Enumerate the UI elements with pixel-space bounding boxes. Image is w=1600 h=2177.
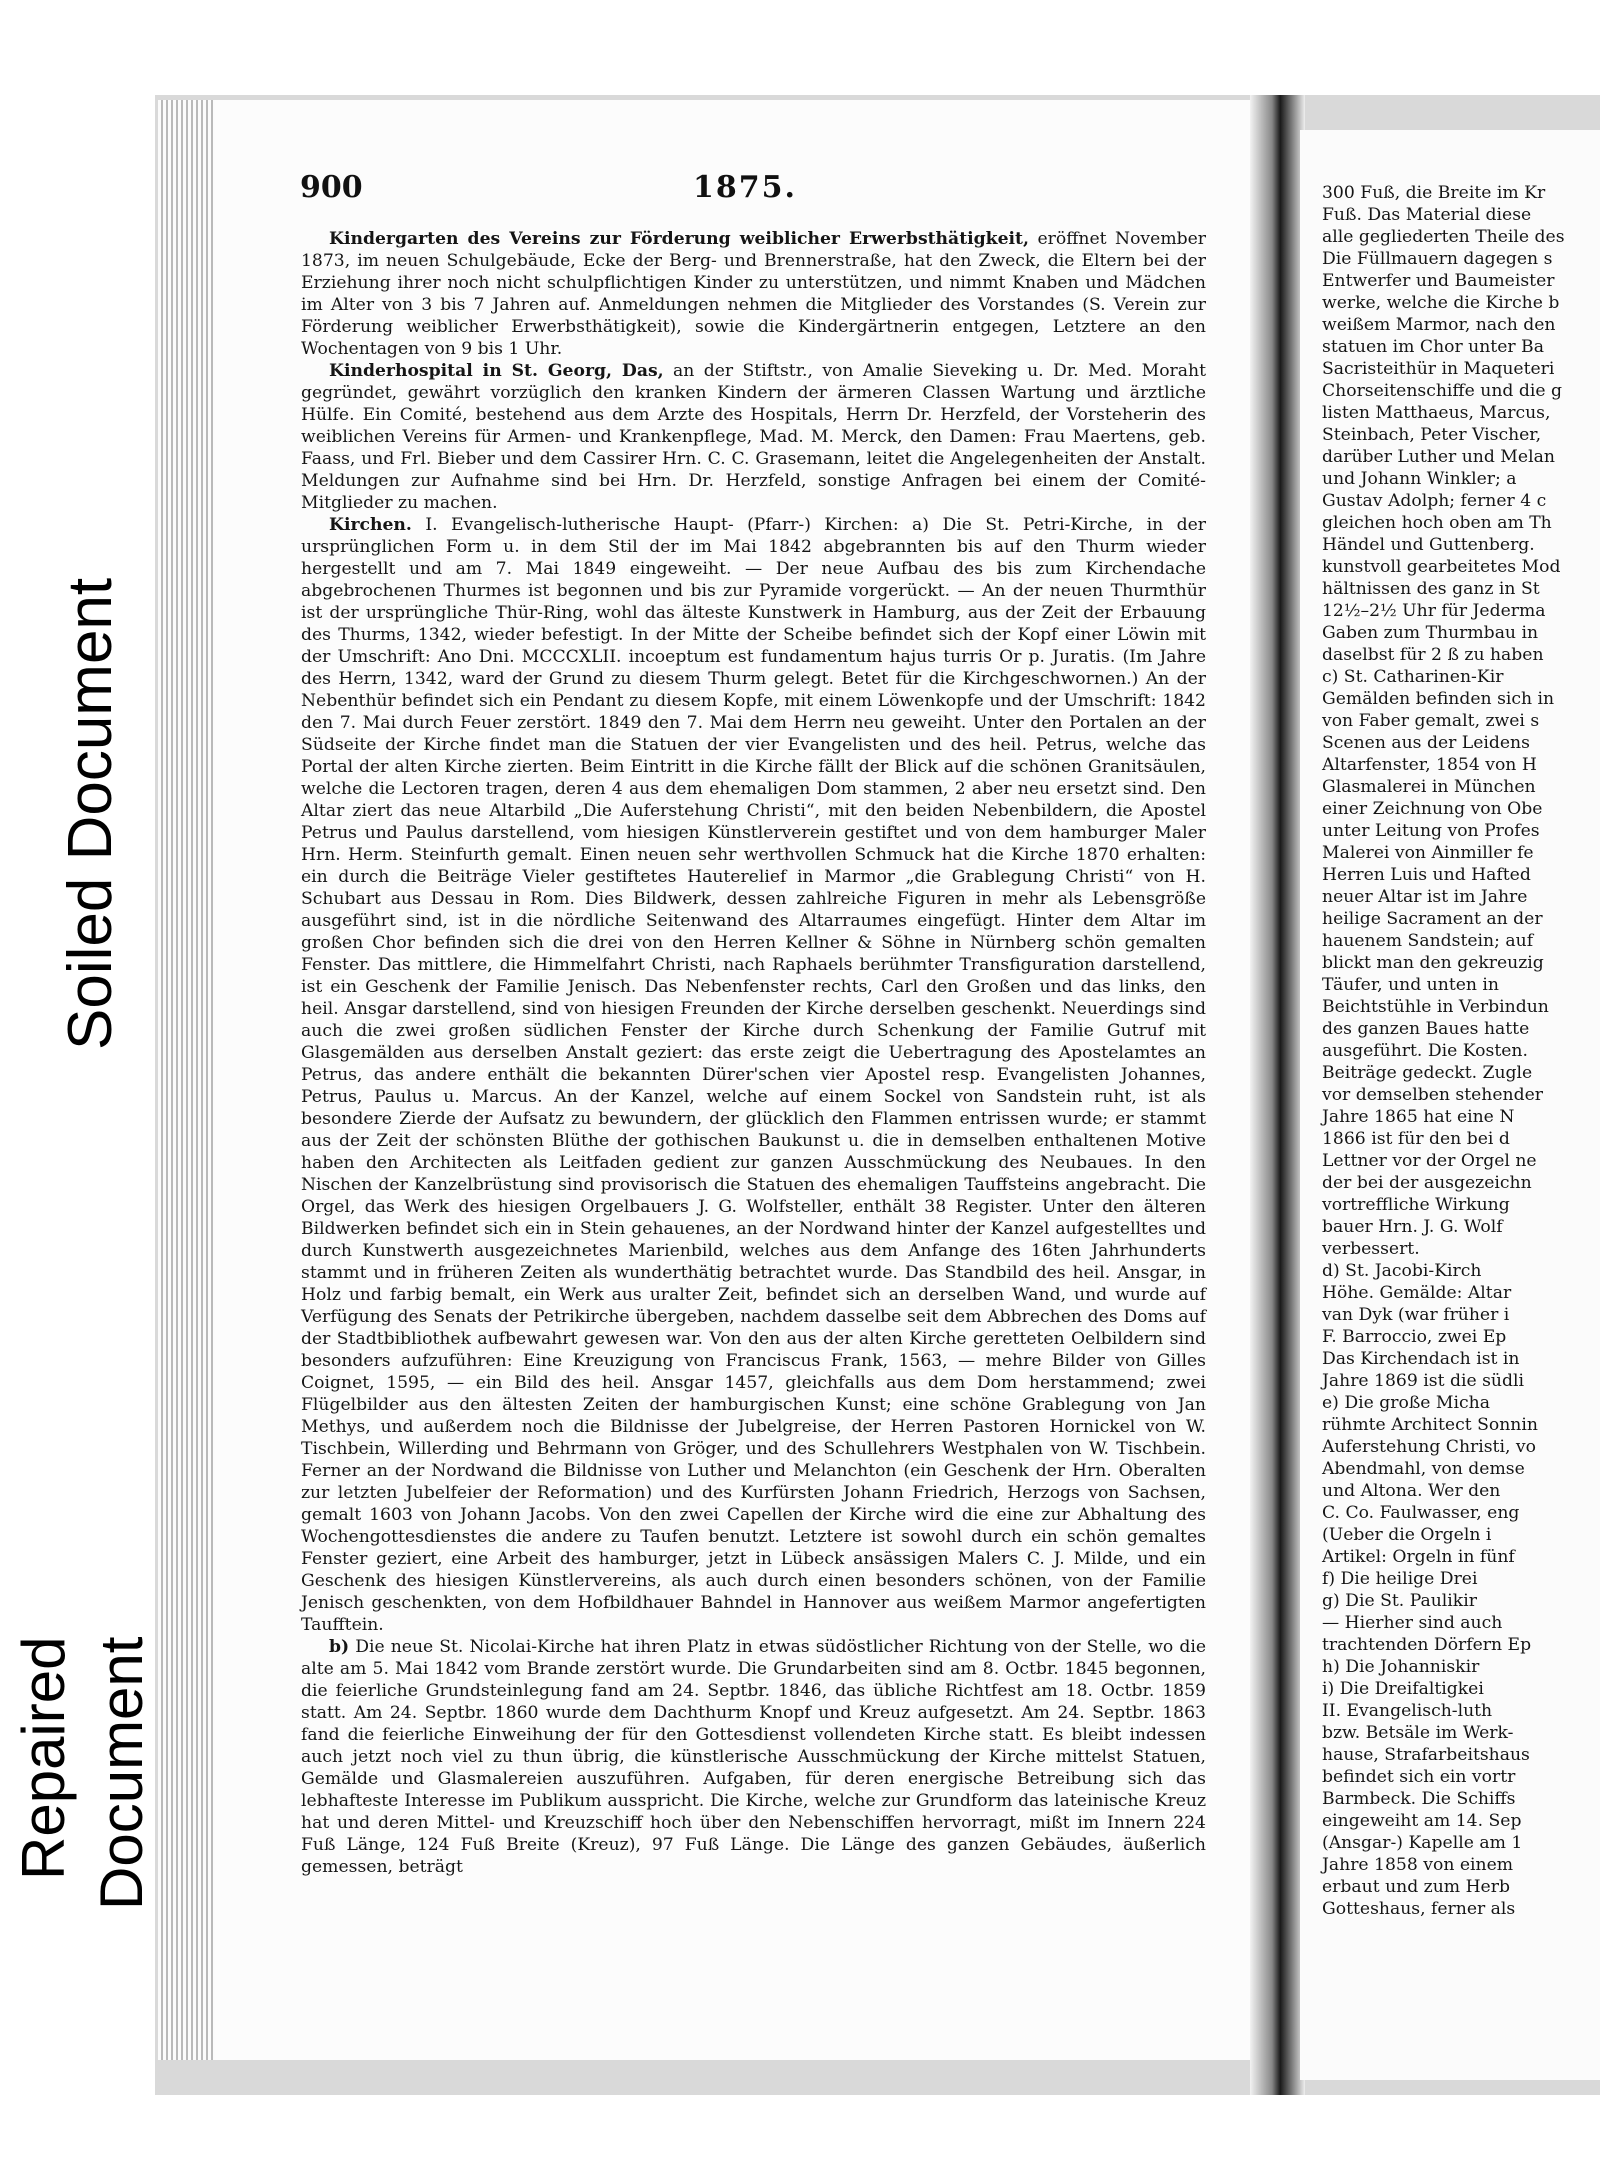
soiled-document-label: Soiled Document: [56, 577, 125, 1050]
page-stack-edge: [158, 100, 218, 2060]
right-page-line: darüber Luther und Melan: [1322, 447, 1555, 467]
right-page-line: 1866 ist für den bei d: [1322, 1129, 1510, 1149]
right-page-line: statuen im Chor unter Ba: [1322, 337, 1544, 357]
entry-text: Die neue St. Nicolai-Kirche hat ihren Platz in etwas südöstlicher Richtung von der Stelle, wo die alte am 5. Mai 1842 vom Brande zerstört wurde. Die Grundarbeiten sind am 8. Octbr. 1845 begonnen, die feierliche Grundsteinlegung fand am 24. Septbr. 1846, das übliche Richtfest am 18. Octbr. 1859 statt. Am 24. Septbr. 1860 wurde dem Dachthurm Knopf und Kreuz aufgesetzt. Am 24. Septbr. 1863 fand die feierliche Einweihung der für den Gottesdienst vollendeten Kirche statt. Es bleibt indessen auch jetzt noch viel zu thun übrig, die künstlerische Ausschmückung der Kirche mittelst Statuen, Gemälde und Glasmalereien auszuführen. Aufgaben, für deren energische Betreibung sich das lebhafteste Interesse im Publikum ausspricht. Die Kirche, welche zur Grundform das lateinische Kreuz hat und deren Mittel- und Kreuzschiff hoch über den Nebenschiffen hervorragt, mißt im Innern 224 Fuß Länge, 124 Fuß Breite (Kreuz), 97 Fuß Länge. Die Länge des ganzen Gebäudes, äußerlich gemessen, beträgt: [301, 1637, 1206, 1877]
left-page: [215, 100, 1260, 2060]
right-page-line: Jahre 1869 ist die südli: [1322, 1371, 1524, 1391]
entry-text: I. Evangelisch-lutherische Haupt- (Pfarr-) Kirchen: a) Die St. Petri-Kirche, in der ursprünglichen Form u. in dem Stil der im Mai 1842 abgebrannten bis auf den Thurm wieder hergestellt und am 7. Mai 1849 eingeweiht. — Der neue Aufbau des bis zum Kirchendache abgebrochenen Thurmes ist begonnen und bis zur Pyramide vorgerückt. — An der neuen Thurmthür ist der ursprüngliche Thür-Ring, wohl das älteste Kunstwerk in Hamburg, aus der Zeit der Erbauung des Thurms, 1342, wieder befestigt. In der Mitte der Scheibe befindet sich der Kopf einer Löwin mit der Umschrift: Ano Dni. MCCCXLII. incoeptum est fundamentum hajus turris Or p. Juratis. (Im Jahre des Herrn, 1342, ward der Grund zu diesem Thurm gelegt. Betet für die Kirchgeschwornen.) An der Nebenthür befindet sich ein Pendant zu diesem Kopfe, mit einem Löwenkopfe und der Umschrift: 1842 den 7. Mai durch Feuer zerstört. 1849 den 7. Mai dem Herrn neu geweiht. Unter den Portalen an der Südseite der Kirche findet man die Statuen der vier Evangelisten und des heil. Petrus, welche das Portal der alten Kirche zierten. Beim Eintritt in die Kirche fällt der Blick auf die schönen Granitsäulen, welche die Lectoren tragen, deren 4 aus dem ehemaligen Dom stammen, 2 aber neu ersetzt sind. Den Altar ziert das neue Altarbild „Die Auferstehung Christi“, mit den beiden Nebenbildern, die Apostel Petrus und Paulus darstellend, vom hiesigen Künstlerverein gestiftet und von dem hamburger Maler Hrn. Herm. Steinfurth gemalt. Einen neuen sehr werthvollen Schmuck hat die Kirche 1870 erhalten: ein durch die Beiträge Vieler gestiftetes Hauterelief in Marmor „die Grablegung Christi“ von H. Schubart aus Dessau in Rom. Dies Bildwerk, dessen zahlreiche Figuren in mehr als Lebensgröße ausgeführt sind, ist in die nördliche Seitenwand des Altarraumes eingefügt. Hinter dem Altar im großen Chor befinden sich die drei von den Herren Kellner & Söhne in Nürnberg schön gemalten Fenster. Das mittlere, die Himmelfahrt Christi, nach Raphaels berühmter Transfiguration darstellend, ist ein Geschenk der Familie Jenisch. Das Nebenfenster rechts, Carl den Großen und das links, den heil. Ansgar darstellend, sind von hiesigen Freunden der Kirche derselben geschenkt. Neuerdings sind auch die zwei großen südlichen Fenster der Kirche durch Schenkung der Familie Gutruf mit Glasgemälden aus derselben Anstalt geziert: das erste zeigt die Uebertragung des Apostelamtes an Petrus, das andere enthält die bekannten Dürer'schen vier Apostel resp. Evangelisten Johannes, Petrus, Paulus u. Marcus. An der Kanzel, welche auf einem Sockel von Sandstein ruht, ist als besondere Zierde der Aufsatz zu bewundern, der glücklich den Flammen entrissen wurde; er stammt aus der Zeit der schönsten Blüthe der gothischen Baukunst u. die in demselben enthaltenen Motive haben den Architecten als Leitfaden gedient zur ganzen Ausschmückung des Neubaues. In den Nischen der Kanzelbrüstung sind provisorisch die Statuen des ehemaligen Tauffsteins angebracht. Die Orgel, das Werk des hiesigen Orgelbauers J. G. Wolfsteller, enthält 38 Register. Unter den älteren Bildwerken befindet sich ein in Stein gehauenes, an der Nordwand hinter der Kanzel aufgestelltes und durch Kunstwerth ausgezeichnetes Marienbild, welches aus dem Anfange des 16ten Jahrhunderts stammt und in früheren Zeiten als wunderthätig betrachtet wurde. Das Standbild des heil. Ansgar, in Holz und farbig bemalt, ein Werk aus uralter Zeit, befindet sich an derselben Wand, und wurde auf Verfügung des Senats der Petrikirche übergeben, nachdem dasselbe seit dem Abbrechen des Doms auf der Stadtbibliothek aufbewahrt gewesen war. Von den aus der alten Kirche geretteten Oelbildern sind besonders aufzuführen: Eine Kreuzigung von Franciscus Frank, 1563, — mehre Bilder von Gilles Coignet, 1595, — ein Bild des heil. Ansgar 1457, gleichfalls aus dem Dom herstammend; zwei Flügelbilder aus den ältesten Zeiten der hamburgischen Kunst; eine schöne Grablegung von Jan Methys, und außerdem noch die Bildnisse der Jubelgreise, der Herren Pastoren Hornickel von W. Tischbein, Willerding und Behrmann von Gröger, und des Schullehrers Westphalen von W. Tischbein. Ferner an der Nordwand die Bildnisse von Luther und Melanchton (ein Geschenk der Hrn. Oberalten zur letzten Jubelfeier der Reformation) und des Kurfürsten Johann Friedrich, Herzogs von Sachsen, gemalt 1603 von Johann Jacobs. Von den zwei Capellen der Kirche wird die eine zur Abhaltung des Wochengottesdienstes die andere zu Taufen benutzt. Letztere ist sowohl durch ein schön gemaltes Fenster geziert, eine Arbeit des hamburger, jetzt in Lübeck ansässigen Malers C. J. Milde, und ein Geschenk des hiesigen Künstlervereins, als auch durch einen besonders schönen, von der Familie Jenisch geschenkten, von dem Hofbildhauer Bahndel in Hannover aus weißem Marmor angefertigten Taufftein.: [301, 515, 1206, 1635]
right-page-line: Malerei von Ainmiller fe: [1322, 843, 1534, 863]
right-page-line: Gustav Adolph; ferner 4 c: [1322, 491, 1547, 511]
right-page-line: (Ueber die Orgeln i: [1322, 1525, 1492, 1545]
book-gutter: [1250, 95, 1305, 2095]
right-page-line: Das Kirchendach ist in: [1322, 1349, 1520, 1369]
repaired-label-line-1: Repaired: [10, 1636, 77, 1880]
right-page-line: blickt man den gekreuzig: [1322, 953, 1544, 973]
right-page-line: F. Barroccio, zwei Ep: [1322, 1327, 1507, 1347]
repaired-label-line-2: Document: [88, 1636, 155, 1910]
right-page-line: ausgeführt. Die Kosten.: [1322, 1041, 1528, 1061]
entry-nicolai-kirche: [301, 1636, 1206, 1878]
right-page-line: (Ansgar-) Kapelle am 1: [1322, 1833, 1523, 1853]
right-page-line: rühmte Architect Sonnin: [1322, 1415, 1538, 1435]
right-page-line: Scenen aus der Leidens: [1322, 733, 1530, 753]
right-page-line: Sacristeithür in Maqueteri: [1322, 359, 1555, 379]
right-page-line: Beichtstühle in Verbindun: [1322, 997, 1549, 1017]
entry-text: eröffnet November 1873, im neuen Schulgebäude, Ecke der Berg- und Brennerstraße, hat den Zweck, die Eltern bei der Erziehung ihrer noch nicht schulpflichtigen Kinder zu unterstützen, und nimmt Knaben und Mädchen im Alter von 3 bis 7 Jahren auf. Anmeldungen nehmen die Mitglieder des Vorstandes (S. Verein zur Förderung weiblicher Erwerbsthätigkeit), sowie die Kindergärtnerin entgegen, Letztere an den Wochentagen von 9 bis 1 Uhr.: [301, 229, 1207, 359]
right-page-line: Jahre 1865 hat eine N: [1322, 1107, 1515, 1127]
right-page-line: bzw. Betsäle im Werk-: [1322, 1723, 1514, 1743]
right-page-line: Gotteshaus, ferner als: [1322, 1899, 1516, 1919]
right-page-line: vor demselben stehender: [1322, 1085, 1544, 1105]
right-page-line: — Hierher sind auch: [1322, 1613, 1503, 1633]
entry-heading: b): [329, 1637, 350, 1657]
right-page-line: werke, welche die Kirche b: [1322, 293, 1560, 313]
right-page-line: c) St. Catharinen-Kir: [1322, 667, 1504, 687]
right-page-line: alle gegliederten Theile des: [1322, 227, 1565, 247]
page-year: 1875.: [693, 170, 797, 205]
right-page-line: Abendmahl, von demse: [1322, 1459, 1525, 1479]
right-page-line: e) Die große Micha: [1322, 1393, 1490, 1413]
right-page-line: von Faber gemalt, zwei s: [1322, 711, 1540, 731]
right-page-line: Höhe. Gemälde: Altar: [1322, 1283, 1512, 1303]
entry-kindergarten: [301, 228, 1206, 360]
right-page-line: Gaben zum Thurmbau in: [1322, 623, 1539, 643]
right-page-line: verbessert.: [1322, 1239, 1420, 1259]
right-page-line: Steinbach, Peter Vischer,: [1322, 425, 1542, 445]
right-page-line: Artikel: Orgeln in fünf: [1322, 1547, 1515, 1567]
page-header: [300, 170, 1190, 220]
right-page-line: Entwerfer und Baumeister: [1322, 271, 1555, 291]
right-page-line: i) Die Dreifaltigkei: [1322, 1679, 1484, 1699]
right-page-line: vortreffliche Wirkung: [1322, 1195, 1510, 1215]
right-page-line: Glasmalerei in München: [1322, 777, 1536, 797]
right-page-line: weißem Marmor, nach den: [1322, 315, 1556, 335]
right-page-line: trachtenden Dörfern Ep: [1322, 1635, 1532, 1655]
right-page-line: II. Evangelisch-luth: [1322, 1701, 1493, 1721]
right-page-line: van Dyk (war früher i: [1322, 1305, 1510, 1325]
right-page-line: Jahre 1858 von einem: [1322, 1855, 1514, 1875]
right-page-line: Lettner vor der Orgel ne: [1322, 1151, 1537, 1171]
right-page-line: einer Zeichnung von Obe: [1322, 799, 1543, 819]
right-page-line: Altarfenster, 1854 von H: [1322, 755, 1537, 775]
right-page-line: und Altona. Wer den: [1322, 1481, 1501, 1501]
right-page-line: Chorseitenschiffe und die g: [1322, 381, 1563, 401]
right-page-line: bauer Hrn. J. G. Wolf: [1322, 1217, 1503, 1237]
right-page-line: f) Die heilige Drei: [1322, 1569, 1478, 1589]
right-page-line: hältnissen des ganz in St: [1322, 579, 1540, 599]
right-page-line: listen Matthaeus, Marcus,: [1322, 403, 1551, 423]
right-page-line: d) St. Jacobi-Kirch: [1322, 1261, 1482, 1281]
entry-heading: Kirchen.: [329, 515, 412, 535]
page-body: [301, 228, 1206, 1878]
right-page-line: Auferstehung Christi, vo: [1322, 1437, 1536, 1457]
right-page-line: h) Die Johanniskir: [1322, 1657, 1480, 1677]
right-page-line: Fuß. Das Material diese: [1322, 205, 1532, 225]
right-page-line: neuer Altar ist im Jahre: [1322, 887, 1528, 907]
right-page-line: Gemälden befinden sich in: [1322, 689, 1555, 709]
right-page-line: Beiträge gedeckt. Zugle: [1322, 1063, 1533, 1083]
entry-heading: Kinderhospital in St. Georg, Das,: [329, 361, 664, 381]
right-page-line: Barmbeck. Die Schiffs: [1322, 1789, 1516, 1809]
right-page-line: des ganzen Baues hatte: [1322, 1019, 1530, 1039]
page-number: 900: [300, 170, 363, 205]
entry-kirchen: [301, 514, 1206, 1636]
entry-text: an der Stiftstr., von Amalie Sieveking u. Dr. Med. Moraht gegründet, gewährt vorzüglich den kranken Kindern der ärmeren Classen Wartung und ärztliche Hülfe. Ein Comité, bestehend aus dem Arzte des Hospitals, Herrn Dr. Herzfeld, der Vorsteherin des weiblichen Vereins für Armen- und Krankenpflege, Mad. M. Merck, den Damen: Frau Maertens, geb. Faass, und Frl. Bieber und dem Cassirer Hrn. C. C. Grasemann, leitet die Angelegenheiten der Anstalt. Meldungen zur Aufnahme sind bei Hrn. Dr. Herzfeld, sonstige Anfragen bei einem der Comité-Mitglieder zu machen.: [301, 361, 1206, 513]
right-page-line: Herren Luis und Hafted: [1322, 865, 1531, 885]
entry-kinderhospital: [301, 360, 1206, 514]
right-page-column: [1322, 182, 1600, 1920]
right-page-line: g) Die St. Paulikir: [1322, 1591, 1477, 1611]
right-page-line: hause, Strafarbeitshaus: [1322, 1745, 1530, 1765]
right-page-line: der bei der ausgezeichn: [1322, 1173, 1532, 1193]
right-page-line: eingeweiht am 14. Sep: [1322, 1811, 1522, 1831]
right-page-line: Täufer, und unten in: [1322, 975, 1499, 995]
right-page-line: erbaut und zum Herb: [1322, 1877, 1510, 1897]
right-page-line: unter Leitung von Profes: [1322, 821, 1540, 841]
right-page-line: kunstvoll gearbeitetes Mod: [1322, 557, 1561, 577]
right-page-line: hauenem Sandstein; auf: [1322, 931, 1534, 951]
right-page-line: 300 Fuß, die Breite im Kr: [1322, 183, 1546, 203]
right-page-line: und Johann Winkler; a: [1322, 469, 1517, 489]
right-page-line: gleichen hoch oben am Th: [1322, 513, 1552, 533]
entry-heading: Kindergarten des Vereins zur Förderung weiblicher Erwerbsthätigkeit,: [329, 229, 1029, 249]
right-page-line: 12½–2½ Uhr für Jederma: [1322, 601, 1546, 621]
right-page-line: befindet sich ein vortr: [1322, 1767, 1516, 1787]
right-page-line: C. Co. Faulwasser, eng: [1322, 1503, 1520, 1523]
right-page-line: daselbst für 2 ß zu haben: [1322, 645, 1544, 665]
right-page: [1300, 130, 1600, 2080]
right-page-line: Die Füllmauern dagegen s: [1322, 249, 1553, 269]
right-page-line: heilige Sacrament an der: [1322, 909, 1543, 929]
right-page-line: Händel und Guttenberg.: [1322, 535, 1535, 555]
